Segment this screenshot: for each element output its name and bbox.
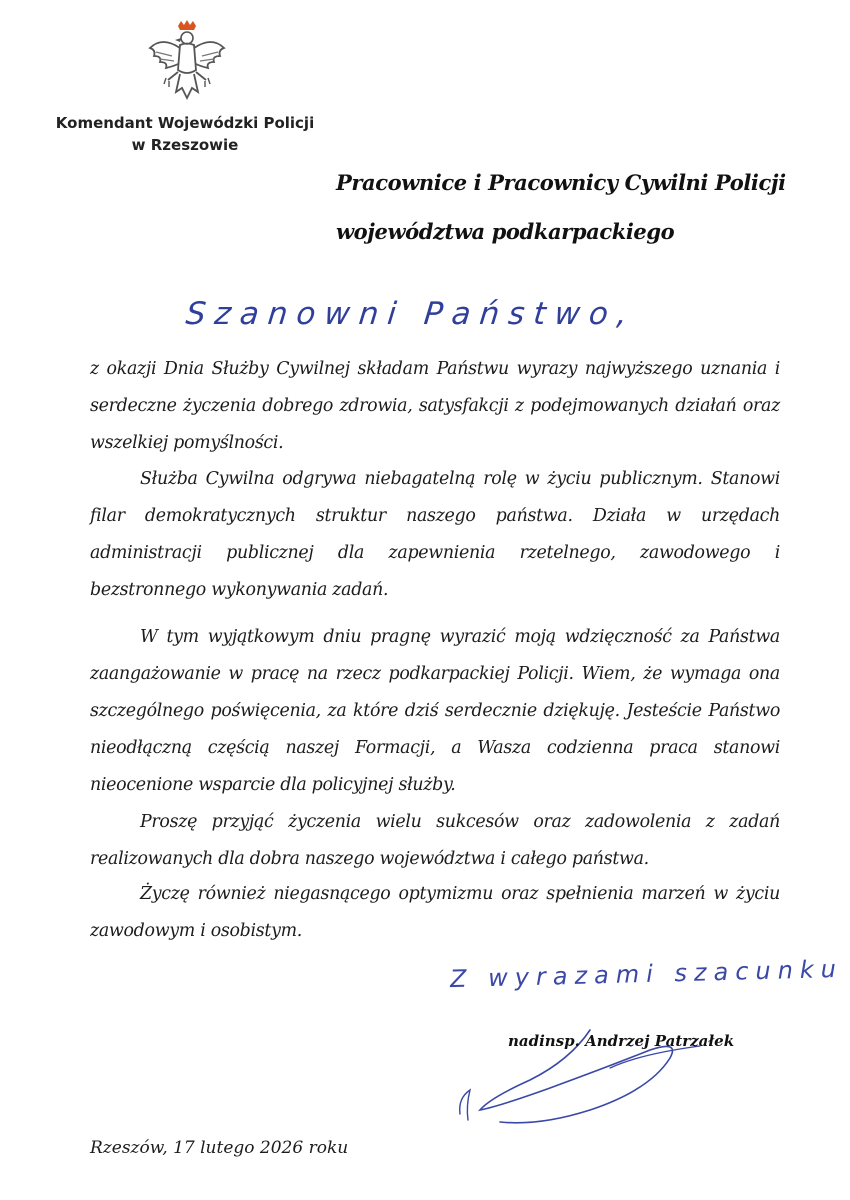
signer-name: nadinsp. Andrzej Patrzałek <box>508 1032 735 1050</box>
recipient-line-1: Pracownice i Pracownicy Cywilni Policji <box>336 170 786 195</box>
letter-paragraph-5: Życzę również niegasnącego optymizmu oraz spełnienia marzeń w życiu zawodowym i osobistym. <box>90 884 780 941</box>
letter-paragraph-1: z okazji Dnia Służby Cywilnej składam Państwu wyrazy najwyższego uznania i serdeczne życzenia dobrego zdrowia, satysfakcji z podejmowanych działań oraz wszelkiej pomyślności. <box>90 359 780 453</box>
polish-eagle-emblem-icon <box>142 18 228 110</box>
place-and-date: Rzeszów, 17 lutego 2026 roku <box>90 1138 349 1158</box>
letter-paragraph-3: W tym wyjątkowym dniu pragnę wyrazić moją wdzięczność za Państwa zaangażowanie w pracę na rzecz podkarpackiej Policji. Wiem, że wymaga ona szczególnego poświęcenia, za które dziś serdecznie dziękuję. Jesteście Państwo nieodłączną częścią naszej Formacji, a Wasza codzienna praca stanowi nieocenione wsparcie dla policyjnej służby. <box>90 627 780 795</box>
recipient-line-2: województwa podkarpackiego <box>336 219 675 244</box>
handwritten-signature-icon <box>440 1010 740 1130</box>
issuer-location: w Rzeszowie <box>131 136 239 154</box>
issuer-title: Komendant Wojewódzki Policji <box>55 114 315 132</box>
handwritten-salutation: Szanowni Państwo, <box>184 296 638 332</box>
letter-paragraph-2: Służba Cywilna odgrywa niebagatelną rolę w życiu publicznym. Stanowi filar demokratycznych struktur naszego państwa. Działa w urzędach administracji publicznej dla zapewnienia rzetelnego, zawodowego i bezstronnego wykonywania zadań. <box>90 469 780 600</box>
letter-paragraph-4: Proszę przyjąć życzenia wielu sukcesów oraz zadowolenia z zadań realizowanych dla dobra naszego województwa i całego państwa. <box>90 812 780 869</box>
handwritten-closing: Z wyrazami szacunku <box>449 954 844 994</box>
